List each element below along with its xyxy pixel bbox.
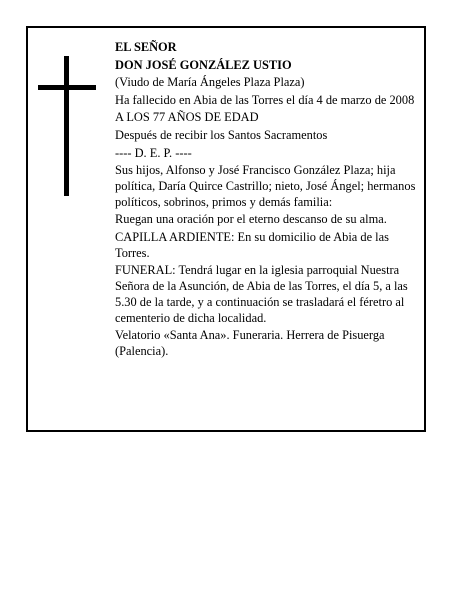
obituary-text <box>115 40 423 362</box>
widower-note: (Viudo de María Ángeles Plaza Plaza) <box>115 75 305 90</box>
deceased-name: DON JOSÉ GONZÁLEZ USTIO <box>115 57 292 72</box>
chapel-info: CAPILLA ARDIENTE: En su domicilio de Abia de las Torres. <box>115 229 389 260</box>
rip-line: ---- D. E. P. ---- <box>115 145 192 160</box>
obituary-notice <box>26 26 426 432</box>
funeral-info: FUNERAL: Tendrá lugar en la iglesia parroquial Nuestra Señora de la Asunción, de Abia de las Torres, el día 5, a las 5.30 de la tarde, y a continuación se trasladará el féretro al cementerio de dicha localidad. <box>115 263 408 325</box>
funeral-home-info: Velatorio «Santa Ana». Funeraria. Herrera de Pisuerga (Palencia). <box>115 328 385 359</box>
death-place-date: Ha fallecido en Abia de las Torres el día 4 de marzo de 2008 <box>115 92 415 107</box>
age-line: A LOS 77 AÑOS DE EDAD <box>115 110 259 125</box>
cross-horizontal-bar <box>38 85 96 90</box>
family-list: Sus hijos, Alfonso y José Francisco González Plaza; hija política, Daría Quirce Castrillo; nieto, José Ángel; hermanos políticos, sobrinos, primos y demás familia: <box>115 163 416 209</box>
sacraments-line: Después de recibir los Santos Sacramentos <box>115 127 328 142</box>
cross-vertical-bar <box>64 56 69 196</box>
cross-icon <box>38 56 96 196</box>
title-line-1: EL SEÑOR <box>115 40 177 54</box>
prayer-request: Ruegan una oración por el eterno descanso de su alma. <box>115 212 387 227</box>
